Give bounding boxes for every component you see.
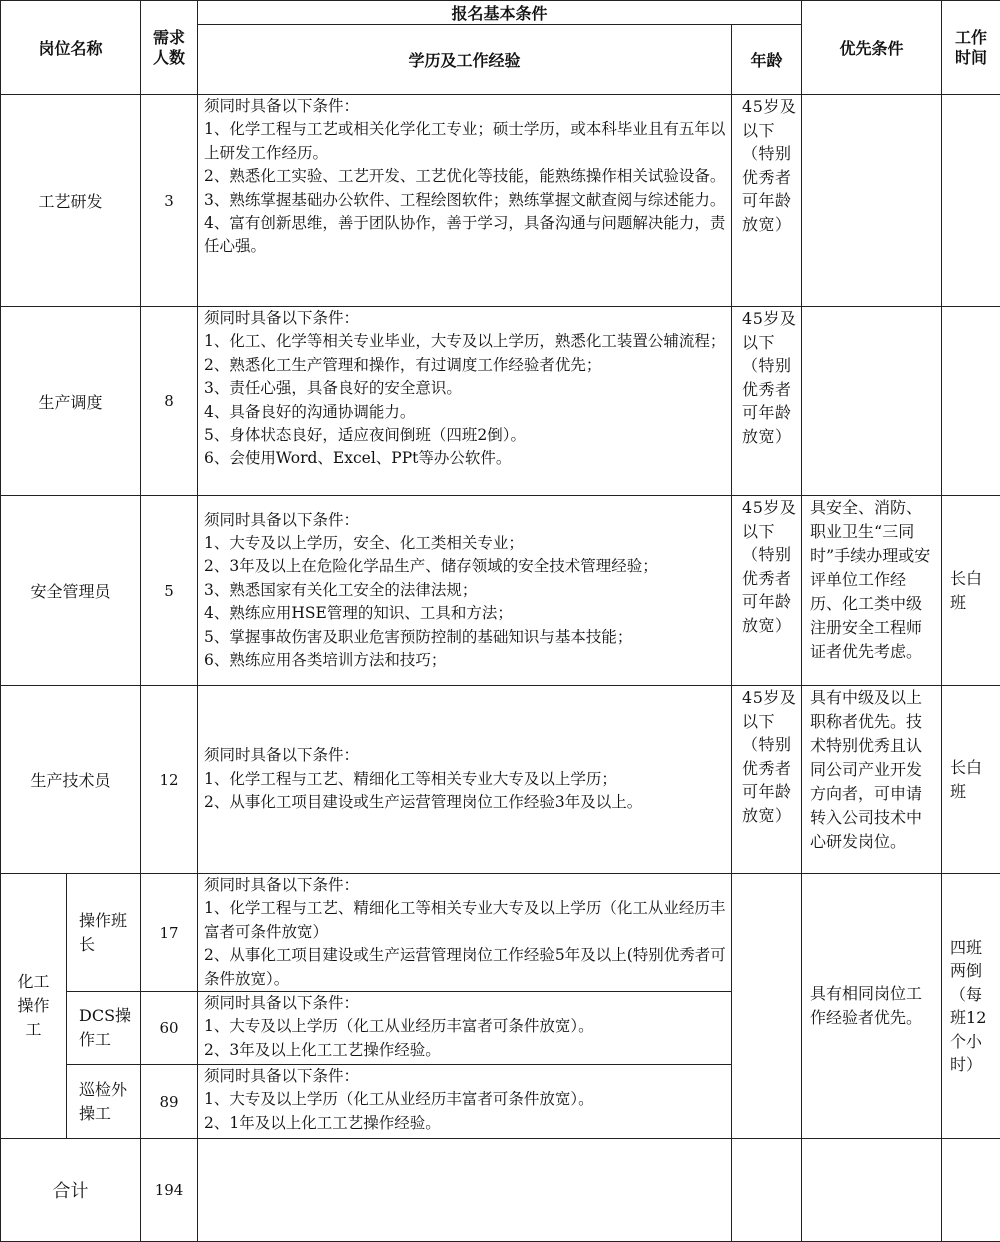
requirement-line: 须同时具备以下条件：	[204, 509, 727, 532]
requirements-cell	[198, 95, 732, 307]
table-row	[1, 874, 1000, 992]
header-priority: 优先条件	[802, 1, 942, 95]
requirement-line: 2、熟悉化工实验、工艺开发、工艺优化等技能，能熟练操作相关试验设备。	[204, 165, 727, 188]
empty-cell	[942, 1139, 1000, 1242]
requirements-cell	[198, 874, 732, 992]
requirement-line: 3、熟悉国家有关化工安全的法律法规；	[204, 579, 727, 602]
requirement-line: 3、责任心强，具备良好的安全意识。	[204, 377, 727, 400]
priority-cell	[802, 95, 942, 307]
age-cell: 45岁及以下（特别优秀者可年龄放宽）	[732, 496, 802, 686]
table-row	[1, 95, 1000, 307]
sub-position-name: 操作班长	[67, 874, 141, 992]
header-count: 需求人数	[141, 1, 198, 95]
requirements-cell	[198, 496, 732, 686]
requirement-line: 须同时具备以下条件：	[204, 1065, 727, 1088]
table-row	[1, 496, 1000, 686]
work-time-cell	[942, 307, 1000, 496]
requirement-line: 1、化学工程与工艺、精细化工等相关专业大专及以上学历（化工从业经历丰富者可条件放宽）	[204, 897, 727, 944]
sub-position-name: DCS操作工	[67, 992, 141, 1065]
age-cell: 45岁及以下（特别优秀者可年龄放宽）	[732, 307, 802, 496]
requirement-line: 5、掌握事故伤害及职业危害预防控制的基础知识与基本技能；	[204, 626, 727, 649]
requirement-line: 6、熟练应用各类培训方法和技巧；	[204, 649, 727, 672]
requirement-line: 5、身体状态良好，适应夜间倒班（四班2倒）。	[204, 424, 727, 447]
requirement-line: 4、具备良好的沟通协调能力。	[204, 401, 727, 424]
priority-cell	[802, 307, 942, 496]
requirements-cell	[198, 1065, 732, 1139]
requirement-line: 6、会使用Word、Excel、PPt等办公软件。	[204, 447, 727, 470]
position-count: 89	[141, 1065, 198, 1139]
position-count: 60	[141, 992, 198, 1065]
position-name: 生产调度	[1, 307, 141, 496]
requirement-line: 2、熟悉化工生产管理和操作，有过调度工作经验者优先；	[204, 354, 727, 377]
requirement-line: 2、从事化工项目建设或生产运营管理岗位工作经验5年及以上(特别优秀者可条件放宽）。	[204, 944, 727, 991]
requirement-line: 2、1年及以上化工工艺操作经验。	[204, 1112, 727, 1135]
requirement-line: 1、化学工程与工艺或相关化学化工专业；硕士学历，或本科毕业且有五年以上研发工作经历。	[204, 118, 727, 165]
requirement-line: 1、大专及以上学历（化工从业经历丰富者可条件放宽）。	[204, 1088, 727, 1111]
position-count: 8	[141, 307, 198, 496]
requirement-line: 4、富有创新思维，善于团队协作，善于学习，具备沟通与问题解决能力，责任心强。	[204, 212, 727, 259]
age-cell: 45岁及以下（特别优秀者可年龄放宽）	[732, 95, 802, 307]
requirement-line: 2、3年及以上化工工艺操作经验。	[204, 1039, 727, 1062]
requirement-line: 2、从事化工项目建设或生产运营管理岗位工作经验3年及以上。	[204, 791, 727, 814]
table-row	[1, 307, 1000, 496]
priority-cell: 具有相同岗位工作经验者优先。	[802, 874, 942, 1139]
requirement-line: 2、3年及以上在危险化学品生产、储存领域的安全技术管理经验；	[204, 555, 727, 578]
position-count: 17	[141, 874, 198, 992]
requirement-line: 3、熟练掌握基础办公软件、工程绘图软件；熟练掌握文献查阅与综述能力。	[204, 189, 727, 212]
requirement-line: 1、化工、化学等相关专业毕业，大专及以上学历，熟悉化工装置公辅流程；	[204, 330, 727, 353]
group-name: 化工操作工	[1, 874, 67, 1139]
requirement-line: 4、熟练应用HSE管理的知识、工具和方法；	[204, 602, 727, 625]
position-name: 工艺研发	[1, 95, 141, 307]
work-time-cell: 长白班	[942, 496, 1000, 686]
position-name: 生产技术员	[1, 686, 141, 874]
requirement-line: 须同时具备以下条件：	[204, 307, 727, 330]
sub-position-name: 巡检外操工	[67, 1065, 141, 1139]
header-group: 报名基本条件	[198, 1, 802, 25]
header-position: 岗位名称	[1, 1, 141, 95]
work-time-cell: 四班两倒（每班12个小时）	[942, 874, 1000, 1139]
header-work-time: 工作时间	[942, 1, 1000, 95]
position-name: 安全管理员	[1, 496, 141, 686]
requirement-line: 1、化学工程与工艺、精细化工等相关专业大专及以上学历；	[204, 768, 727, 791]
requirement-line: 须同时具备以下条件：	[204, 992, 727, 1015]
table-row	[1, 686, 1000, 874]
requirement-line: 1、大专及以上学历，安全、化工类相关专业；	[204, 532, 727, 555]
position-count: 5	[141, 496, 198, 686]
requirement-line: 须同时具备以下条件：	[204, 874, 727, 897]
work-time-cell	[942, 95, 1000, 307]
requirements-cell	[198, 686, 732, 874]
age-cell	[732, 874, 802, 1139]
header-age: 年龄	[732, 25, 802, 95]
total-count: 194	[141, 1139, 198, 1242]
empty-cell	[732, 1139, 802, 1242]
header-education: 学历及工作经验	[198, 25, 732, 95]
total-label: 合计	[1, 1139, 141, 1242]
empty-cell	[198, 1139, 732, 1242]
age-cell: 45岁及以下（特别优秀者可年龄放宽）	[732, 686, 802, 874]
requirements-cell	[198, 992, 732, 1065]
requirement-line: 1、大专及以上学历（化工从业经历丰富者可条件放宽）。	[204, 1015, 727, 1038]
position-count: 12	[141, 686, 198, 874]
position-count: 3	[141, 95, 198, 307]
requirements-cell	[198, 307, 732, 496]
requirement-line: 须同时具备以下条件：	[204, 95, 727, 118]
priority-cell: 具有中级及以上职称者优先。技术特别优秀且认同公司产业开发方向者，可申请转入公司技术中心研发岗位。	[802, 686, 942, 874]
priority-cell: 具安全、消防、职业卫生“三同时”手续办理或安评单位工作经历、化工类中级注册安全工程师证者优先考虑。	[802, 496, 942, 686]
empty-cell	[802, 1139, 942, 1242]
work-time-cell: 长白班	[942, 686, 1000, 874]
total-row	[1, 1139, 1000, 1242]
requirement-line: 须同时具备以下条件：	[204, 744, 727, 767]
